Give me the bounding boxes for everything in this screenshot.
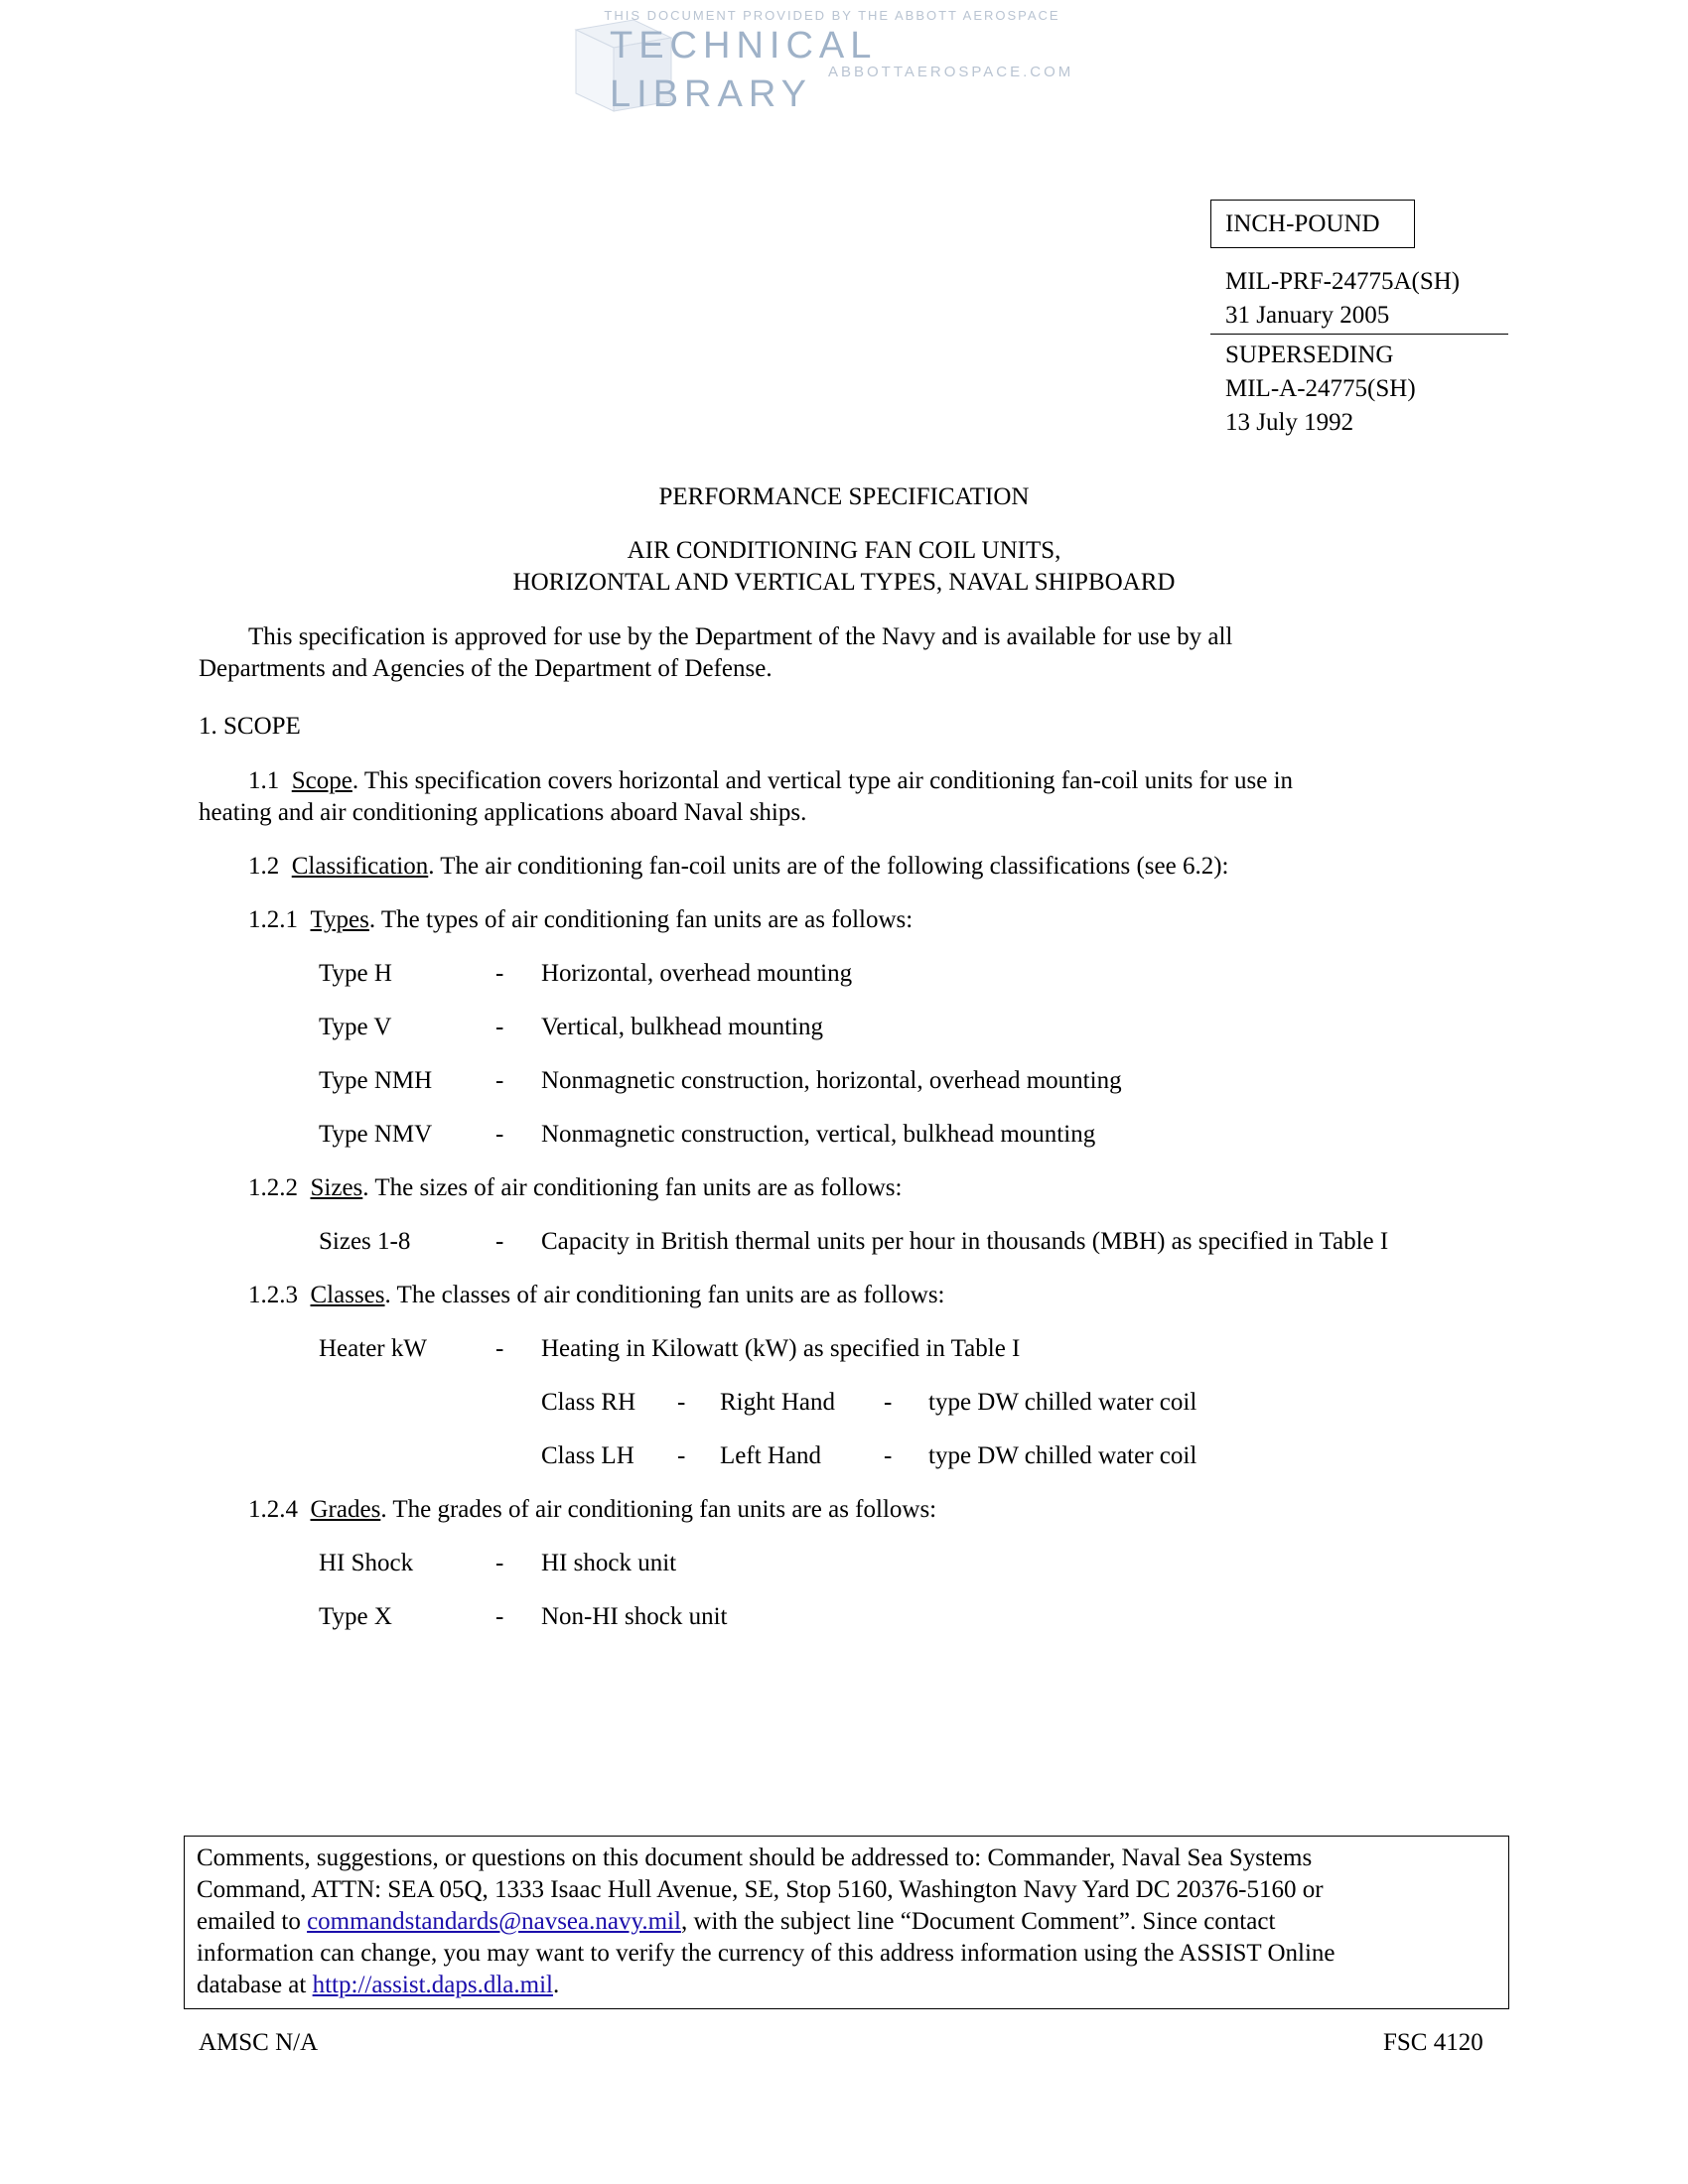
class-label: Class LH xyxy=(541,1442,634,1469)
inch-pound-box xyxy=(1210,200,1415,248)
comments-line2: Command, ATTN: SEA 05Q, 1333 Isaac Hull Avenue, SE, Stop 5160, Washington Navy Yard DC 20376-5160 or xyxy=(197,1876,1324,1903)
para-1-1-number: 1.1 xyxy=(248,767,280,794)
class-coil: type DW chilled water coil xyxy=(928,1442,1197,1469)
class-hand: Right Hand xyxy=(720,1389,835,1416)
comments-period: . xyxy=(552,1972,560,1998)
class-dash: - xyxy=(677,1389,686,1416)
type-dash: - xyxy=(495,1014,504,1040)
heater-dash: - xyxy=(495,1335,504,1362)
heater-desc: Heating in Kilowatt (kW) as specified in Table I xyxy=(541,1335,1021,1362)
section-heading-scope: 1. SCOPE xyxy=(199,713,301,740)
para-1-2-3-number: 1.2.3 xyxy=(248,1282,298,1308)
para-1-2-3-text: . The classes of air conditioning fan units are as follows: xyxy=(384,1282,945,1308)
fsc-label: FSC 4120 xyxy=(1383,2029,1483,2056)
comments-subject-line: , with the subject line “Document Comment”. Since contact xyxy=(680,1908,1276,1935)
watermark-line1: THIS DOCUMENT PROVIDED BY THE ABBOTT AEROSPACE xyxy=(604,8,1060,23)
title-line1: AIR CONDITIONING FAN COIL UNITS, xyxy=(627,537,1061,564)
para-1-2-title: Classification xyxy=(291,853,429,880)
heater-label: Heater kW xyxy=(319,1335,427,1362)
para-1-2-text: . The air conditioning fan-coil units are of the following classifications (see 6.2): xyxy=(428,853,1229,880)
para-1-2-number: 1.2 xyxy=(248,853,280,880)
comments-box xyxy=(184,1836,1509,2009)
para-1-1 xyxy=(248,765,1293,797)
grade-desc: HI shock unit xyxy=(541,1550,677,1576)
class-dash: - xyxy=(677,1442,686,1469)
watermark-title: TECHNICAL LIBRARY xyxy=(610,25,876,115)
type-desc: Nonmagnetic construction, horizontal, overhead mounting xyxy=(541,1067,1122,1094)
type-dash: - xyxy=(495,960,504,987)
class-dash: - xyxy=(884,1389,893,1416)
header-divider xyxy=(1210,334,1508,335)
comments-line1: Comments, suggestions, or questions on this document should be addressed to: Commander, Naval Sea Systems xyxy=(197,1844,1313,1871)
para-1-2 xyxy=(248,851,1229,883)
comments-line4: information can change, you may want to verify the currency of this address information using the ASSIST Online xyxy=(197,1940,1336,1967)
para-1-2-4 xyxy=(248,1494,936,1526)
sizes-label: Sizes 1-8 xyxy=(319,1228,411,1255)
para-1-2-3-title: Classes xyxy=(310,1282,385,1308)
comments-emailed-to: emailed to xyxy=(197,1908,308,1935)
para-1-1-text: . This specification covers horizontal and vertical type air conditioning fan-coil units for use in xyxy=(352,767,1294,794)
para-1-2-4-text: . The grades of air conditioning fan units are as follows: xyxy=(380,1496,937,1523)
sizes-dash: - xyxy=(495,1228,504,1255)
para-1-1-title: Scope xyxy=(291,767,352,794)
class-hand: Left Hand xyxy=(720,1442,822,1469)
para-1-1-line2: heating and air conditioning applications aboard Naval ships. xyxy=(199,799,807,826)
para-1-2-4-number: 1.2.4 xyxy=(248,1496,298,1523)
email-link[interactable]: commandstandards@navsea.navy.mil xyxy=(307,1908,681,1935)
inch-pound-label: INCH-POUND xyxy=(1225,210,1380,237)
superseded-number: MIL-A-24775(SH) xyxy=(1225,375,1416,402)
technical-library-watermark xyxy=(574,4,1090,115)
class-dash: - xyxy=(884,1442,893,1469)
para-1-2-2-text: . The sizes of air conditioning fan units are as follows: xyxy=(362,1174,903,1201)
grade-desc: Non-HI shock unit xyxy=(541,1603,728,1630)
superseding-label: SUPERSEDING xyxy=(1225,341,1394,368)
grade-dash: - xyxy=(495,1603,504,1630)
class-coil: type DW chilled water coil xyxy=(928,1389,1197,1416)
para-1-2-4-title: Grades xyxy=(310,1496,381,1523)
spec-type-title: PERFORMANCE SPECIFICATION xyxy=(658,483,1030,510)
comments-line3 xyxy=(197,1906,1496,1938)
document-id-block xyxy=(1210,265,1508,440)
class-label: Class RH xyxy=(541,1389,636,1416)
grade-label: Type X xyxy=(319,1603,392,1630)
type-dash: - xyxy=(495,1121,504,1148)
title-line2: HORIZONTAL AND VERTICAL TYPES, NAVAL SHIPBOARD xyxy=(512,569,1176,596)
comments-database-at: database at xyxy=(197,1972,313,1998)
type-dash: - xyxy=(495,1067,504,1094)
type-label: Type NMH xyxy=(319,1067,433,1094)
comments-line5 xyxy=(197,1970,1496,2001)
type-label: Type H xyxy=(319,960,392,987)
watermark-url: ABBOTTAEROSPACE.COM xyxy=(828,64,1074,80)
para-1-2-2-title: Sizes xyxy=(310,1174,363,1201)
approval-line1: This specification is approved for use by the Department of the Navy and is available for use by all xyxy=(248,623,1233,650)
para-1-2-1 xyxy=(248,904,913,936)
type-desc: Vertical, bulkhead mounting xyxy=(541,1014,823,1040)
para-1-2-2 xyxy=(248,1172,902,1204)
para-1-2-2-number: 1.2.2 xyxy=(248,1174,298,1201)
type-label: Type V xyxy=(319,1014,392,1040)
sizes-desc: Capacity in British thermal units per hour in thousands (MBH) as specified in Table I xyxy=(541,1228,1389,1255)
grade-dash: - xyxy=(495,1550,504,1576)
superseded-date: 13 July 1992 xyxy=(1225,409,1354,436)
type-label: Type NMV xyxy=(319,1121,433,1148)
para-1-2-3 xyxy=(248,1280,945,1311)
amsc-label: AMSC N/A xyxy=(199,2029,319,2056)
approval-line2: Departments and Agencies of the Department of Defense. xyxy=(199,655,773,682)
para-1-2-1-number: 1.2.1 xyxy=(248,906,298,933)
type-desc: Horizontal, overhead mounting xyxy=(541,960,853,987)
doc-date: 31 January 2005 xyxy=(1225,302,1390,329)
para-1-2-1-title: Types xyxy=(310,906,369,933)
grade-label: HI Shock xyxy=(319,1550,414,1576)
assist-url-link[interactable]: http://assist.daps.dla.mil xyxy=(312,1972,553,1998)
para-1-2-1-text: . The types of air conditioning fan units are as follows: xyxy=(368,906,914,933)
type-desc: Nonmagnetic construction, vertical, bulkhead mounting xyxy=(541,1121,1096,1148)
doc-number: MIL-PRF-24775A(SH) xyxy=(1225,268,1461,295)
